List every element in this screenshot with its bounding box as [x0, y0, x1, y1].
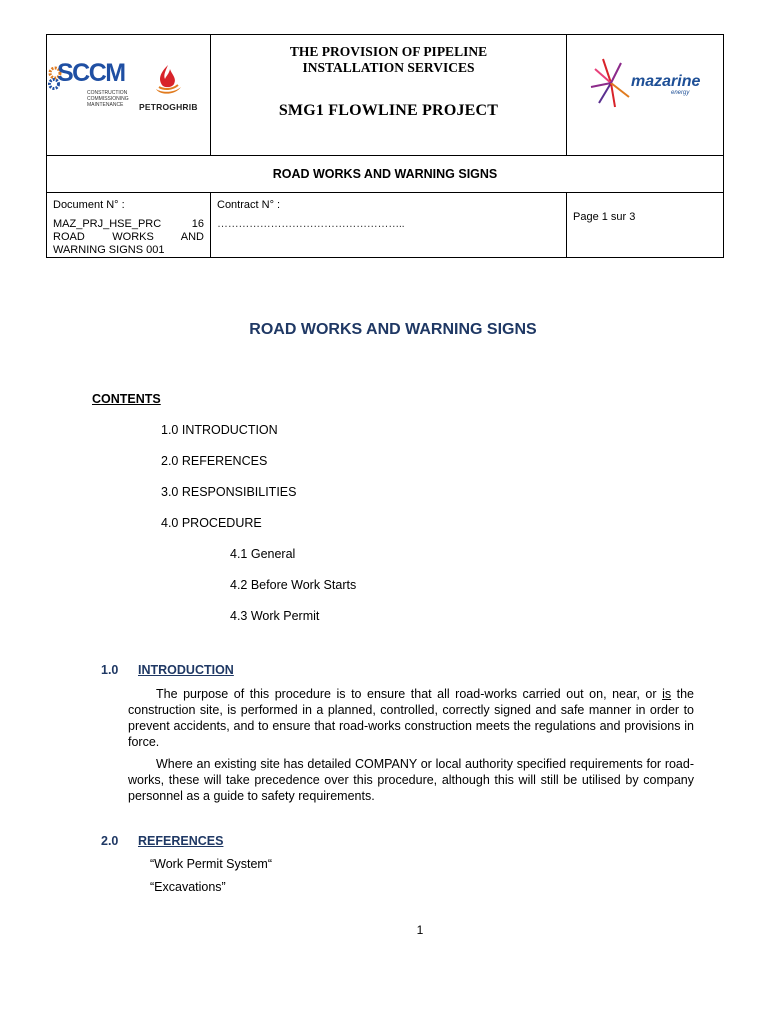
toc-item: 1.0 INTRODUCTION: [161, 423, 278, 437]
section-number: 1.0: [101, 663, 119, 677]
provision-line: INSTALLATION SERVICES: [302, 60, 475, 75]
star-burst-icon: [589, 57, 633, 109]
reference-item: “Work Permit System“: [150, 857, 272, 871]
petroghrib-name: PETROGHRIB: [139, 102, 198, 112]
intro-text-underlined: is: [662, 687, 672, 701]
document-number-cell: [47, 193, 211, 258]
provision-line: THE PROVISION OF PIPELINE: [289, 44, 488, 59]
sccm-sub-line: CONSTRUCTION: [87, 90, 128, 96]
contract-value: ……………………………………………..: [217, 218, 405, 230]
toc-item: 4.1 General: [230, 547, 296, 561]
references-heading: [101, 834, 223, 848]
main-title: ROAD WORKS AND WARNING SIGNS: [249, 321, 537, 338]
section-number: 2.0: [101, 834, 119, 848]
petroghrib-logo: [139, 63, 198, 112]
toc-item: 4.0 PROCEDURE: [161, 516, 262, 530]
mazarine-logo: [589, 57, 701, 114]
intro-text: the construction site, is performed in a planned, controlled, correctly signed and safe manner in order to prevent accidents, and to ensure that road-works construction meets the regulations and provisions in force.: [128, 687, 694, 749]
mazarine-sub: energy: [671, 90, 690, 96]
section-label: REFERENCES: [138, 834, 224, 848]
flame-icon: [150, 63, 186, 97]
intro-text: The purpose of this procedure is to ensure that all road-works carried out on, near, or: [156, 687, 663, 701]
introduction-paragraph-1: [128, 686, 694, 750]
section-label: INTRODUCTION: [138, 663, 234, 677]
page-label: Page 1 sur 3: [573, 211, 636, 223]
toc-item: 3.0 RESPONSIBILITIES: [161, 485, 297, 499]
sccm-logo: [57, 59, 129, 108]
page-cell: [567, 193, 724, 258]
reference-item: “Excavations”: [150, 880, 226, 894]
sccm-sub-line: COMMISSIONING: [87, 96, 129, 102]
contract-number-cell: [211, 193, 567, 258]
section-title: ROAD WORKS AND WARNING SIGNS: [272, 167, 498, 181]
contents-heading: CONTENTS: [92, 392, 161, 406]
document-header-table: [46, 34, 724, 258]
toc-item: 4.3 Work Permit: [230, 609, 320, 623]
project-name: SMG1 FLOWLINE PROJECT: [278, 102, 499, 119]
mazarine-name: mazarine: [631, 73, 701, 90]
title-cell: [211, 35, 567, 156]
sccm-sub-line: MAINTENANCE: [87, 102, 124, 108]
document-label: Document N° :: [53, 199, 125, 211]
toc-item: 4.2 Before Work Starts: [230, 578, 357, 592]
sccm-logo-name: SCCM: [57, 59, 125, 87]
left-logos-cell: [47, 35, 211, 156]
document-number: MAZ_PRJ_HSE_PRC 16 ROAD WORKS AND WARNING SIGNS 001: [53, 218, 204, 256]
introduction-heading: [101, 663, 234, 677]
contract-label: Contract N° :: [217, 199, 281, 211]
toc-item: 2.0 REFERENCES: [161, 454, 268, 468]
intro-text: Where an existing site has detailed COMPANY or local authority specified requirements for road-works, these will take precedence over this procedure, although this will still be utilised by company personnel as a guide to safety requirements.: [128, 757, 694, 803]
introduction-paragraph-2: [128, 756, 694, 804]
right-logo-cell: [567, 35, 724, 156]
section-title-cell: [47, 156, 724, 193]
page-number: 1: [416, 923, 424, 937]
